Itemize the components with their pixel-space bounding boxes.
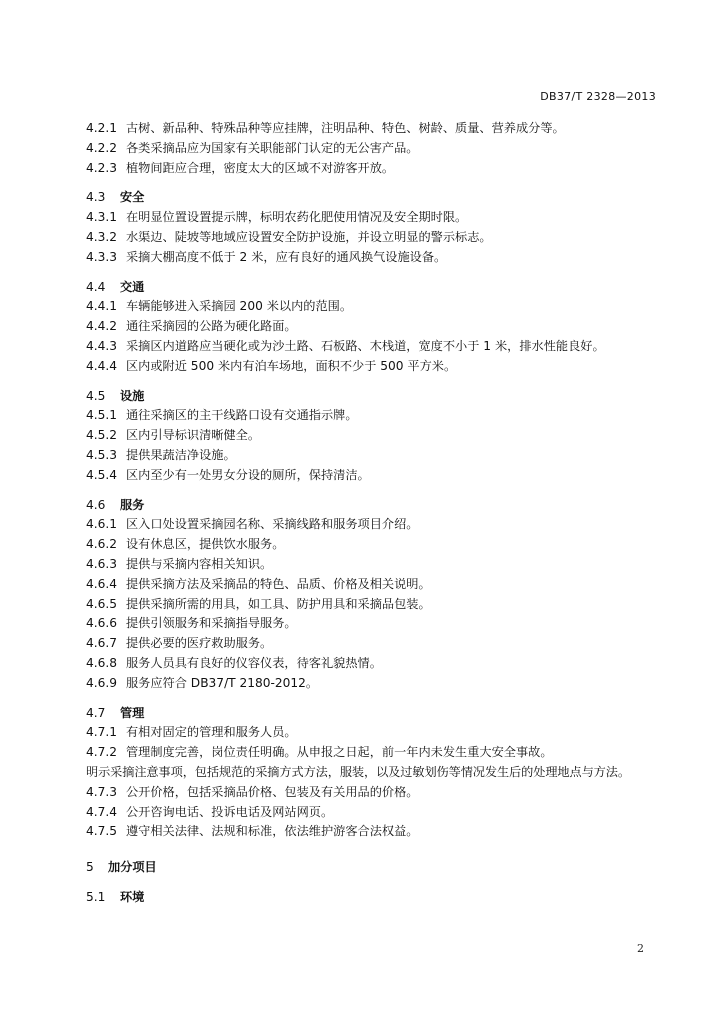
clause-item	[86, 357, 686, 377]
clause-item	[86, 406, 686, 426]
standard-code: DB37/T 2328—2013	[540, 90, 656, 103]
clause-item	[86, 208, 686, 228]
section-heading	[86, 888, 686, 908]
clause-number: 4.5.2	[86, 428, 118, 443]
clause-number: 4.4.2	[86, 319, 118, 334]
section-heading	[86, 496, 686, 516]
clause-number: 4.5	[86, 388, 106, 403]
clause-number: 4.6.7	[86, 636, 118, 651]
clause-item	[86, 634, 686, 654]
clause-text: 管理	[120, 705, 145, 720]
clause-text: 公开价格，包括采摘品价格、包装及有关用品的价格。	[126, 784, 419, 799]
section-spacer	[86, 842, 686, 858]
clause-number: 5.1	[86, 889, 106, 904]
section-spacer	[86, 878, 686, 888]
clause-text: 提供与采摘内容相关知识。	[126, 556, 273, 571]
clause-text: 服务应符合 DB37/T 2180-2012。	[126, 675, 319, 690]
section-heading	[86, 704, 686, 724]
clause-item	[86, 743, 686, 763]
clause-item	[86, 822, 686, 842]
clause-item	[86, 119, 686, 139]
chapter-heading	[86, 858, 686, 878]
clause-number: 4.6.2	[86, 537, 118, 552]
clause-number: 4.7.5	[86, 824, 118, 839]
clause-text: 交通	[120, 279, 145, 294]
section-spacer	[86, 694, 686, 704]
clause-text: 植物间距应合理，密度太大的区域不对游客开放。	[126, 160, 395, 175]
clause-text: 区内引导标识清晰健全。	[126, 428, 261, 443]
clause-number: 4.3.1	[86, 210, 118, 225]
clause-item	[86, 248, 686, 268]
clause-number: 4.7	[86, 705, 106, 720]
clause-item	[86, 515, 686, 535]
clause-item	[86, 297, 686, 317]
clause-number: 4.7.2	[86, 745, 118, 760]
clause-number: 4.7.4	[86, 804, 118, 819]
clause-number: 4.4.4	[86, 358, 118, 373]
clause-text: 提供采摘方法及采摘品的特色、品质、价格及相关说明。	[126, 576, 431, 591]
clause-text: 安全	[120, 190, 145, 205]
clause-number: 4.4.1	[86, 299, 118, 314]
clause-number: 4.5.4	[86, 467, 118, 482]
clause-number: 4.6.8	[86, 655, 118, 670]
clause-text: 有相对固定的管理和服务人员。	[126, 725, 297, 740]
clause-text: 古树、新品种、特殊品种等应挂牌，注明品种、特色、树龄、质量、营养成分等。	[126, 121, 565, 135]
clause-item	[86, 159, 686, 179]
clause-item	[86, 535, 686, 555]
clause-text: 加分项目	[108, 860, 157, 875]
clause-text: 采摘区内道路应当硬化或为沙土路、石板路、木栈道，宽度不小于 1 米，排水性能良好。	[126, 338, 605, 353]
clause-text: 遵守相关法律、法规和标准，依法维护游客合法权益。	[126, 824, 419, 839]
clause-number: 4.6.4	[86, 576, 118, 591]
clause-text: 提供引领服务和采摘指导服务。	[126, 616, 297, 631]
clause-number: 4.5.3	[86, 447, 118, 462]
clause-item	[86, 466, 686, 486]
clause-text: 车辆能够进入采摘园 200 米以内的范围。	[126, 299, 353, 314]
clause-number: 4.4.3	[86, 338, 118, 353]
clause-text: 设有休息区，提供饮水服务。	[126, 537, 285, 552]
paragraph-text	[86, 763, 686, 783]
clause-item	[86, 614, 686, 634]
clause-text: 水渠边、陡坡等地域应设置安全防护设施，并设立明显的警示标志。	[126, 229, 492, 244]
section-heading	[86, 387, 686, 407]
clause-number: 4.7.3	[86, 784, 118, 799]
clause-item	[86, 674, 686, 694]
clause-item	[86, 317, 686, 337]
clause-number: 4.3	[86, 190, 106, 205]
clause-text: 区入口处设置采摘园名称、采摘线路和服务项目介绍。	[126, 517, 419, 532]
clause-text: 在明显位置设置提示牌，标明农药化肥使用情况及安全期时限。	[126, 210, 468, 225]
clause-item	[86, 337, 686, 357]
clause-number: 4.7.1	[86, 725, 118, 740]
clause-item	[86, 654, 686, 674]
clause-text: 通往采摘园的公路为硬化路面。	[126, 319, 297, 334]
clause-text: 区内至少有一处男女分设的厕所，保持清洁。	[126, 467, 370, 482]
clause-number: 4.6	[86, 497, 106, 512]
clause-item	[86, 783, 686, 803]
clause-text: 服务	[120, 497, 145, 512]
clause-number: 4.3.3	[86, 249, 118, 264]
clause-number: 4.2.2	[86, 140, 118, 155]
clause-number: 4.2.1	[86, 121, 118, 135]
document-body	[86, 119, 686, 908]
clause-text: 提供采摘所需的用具，如工具、防护用具和采摘品包装。	[126, 596, 431, 611]
clause-number: 4.6.5	[86, 596, 118, 611]
section-heading	[86, 278, 686, 298]
clause-number: 4.6.1	[86, 517, 118, 532]
clause-number: 4.5.1	[86, 408, 118, 423]
clause-text: 管理制度完善，岗位责任明确。从申报之日起，前一年内未发生重大安全事故。	[126, 745, 553, 760]
section-spacer	[86, 377, 686, 387]
clause-item	[86, 228, 686, 248]
clause-text: 采摘大棚高度不低于 2 米，应有良好的通风换气设施设备。	[126, 249, 447, 264]
clause-text: 环境	[120, 889, 145, 904]
clause-text: 提供果蔬洁净设施。	[126, 447, 236, 462]
clause-item	[86, 595, 686, 615]
clause-number: 4.4	[86, 279, 106, 294]
clause-text: 区内或附近 500 米内有泊车场地，面积不少于 500 平方米。	[126, 358, 457, 373]
clause-number: 4.6.6	[86, 616, 118, 631]
clause-number: 4.6.3	[86, 556, 118, 571]
section-spacer	[86, 486, 686, 496]
clause-text: 服务人员具有良好的仪容仪表，待客礼貌热情。	[126, 655, 382, 670]
page-number: 2	[637, 942, 644, 955]
clause-item	[86, 426, 686, 446]
clause-text: 各类采摘品应为国家有关职能部门认定的无公害产品。	[126, 140, 419, 155]
clause-number: 4.2.3	[86, 160, 118, 175]
clause-item	[86, 803, 686, 823]
clause-text: 提供必要的医疗救助服务。	[126, 636, 273, 651]
clause-item	[86, 446, 686, 466]
clause-number: 4.3.2	[86, 229, 118, 244]
clause-item	[86, 139, 686, 159]
section-heading	[86, 188, 686, 208]
section-spacer	[86, 178, 686, 188]
clause-item	[86, 555, 686, 575]
clause-number: 5	[86, 860, 94, 875]
clause-item	[86, 723, 686, 743]
clause-item	[86, 575, 686, 595]
clause-text: 通往采摘区的主干线路口设有交通指示牌。	[126, 408, 358, 423]
section-spacer	[86, 268, 686, 278]
clause-text: 设施	[120, 388, 145, 403]
clause-number: 4.6.9	[86, 675, 118, 690]
paragraph-content: 明示采摘注意事项，包括规范的采摘方式方法，服装，以及过敏划伤等情况发生后的处理地点与方法。	[86, 764, 630, 779]
clause-text: 公开咨询电话、投诉电话及网站网页。	[126, 804, 334, 819]
